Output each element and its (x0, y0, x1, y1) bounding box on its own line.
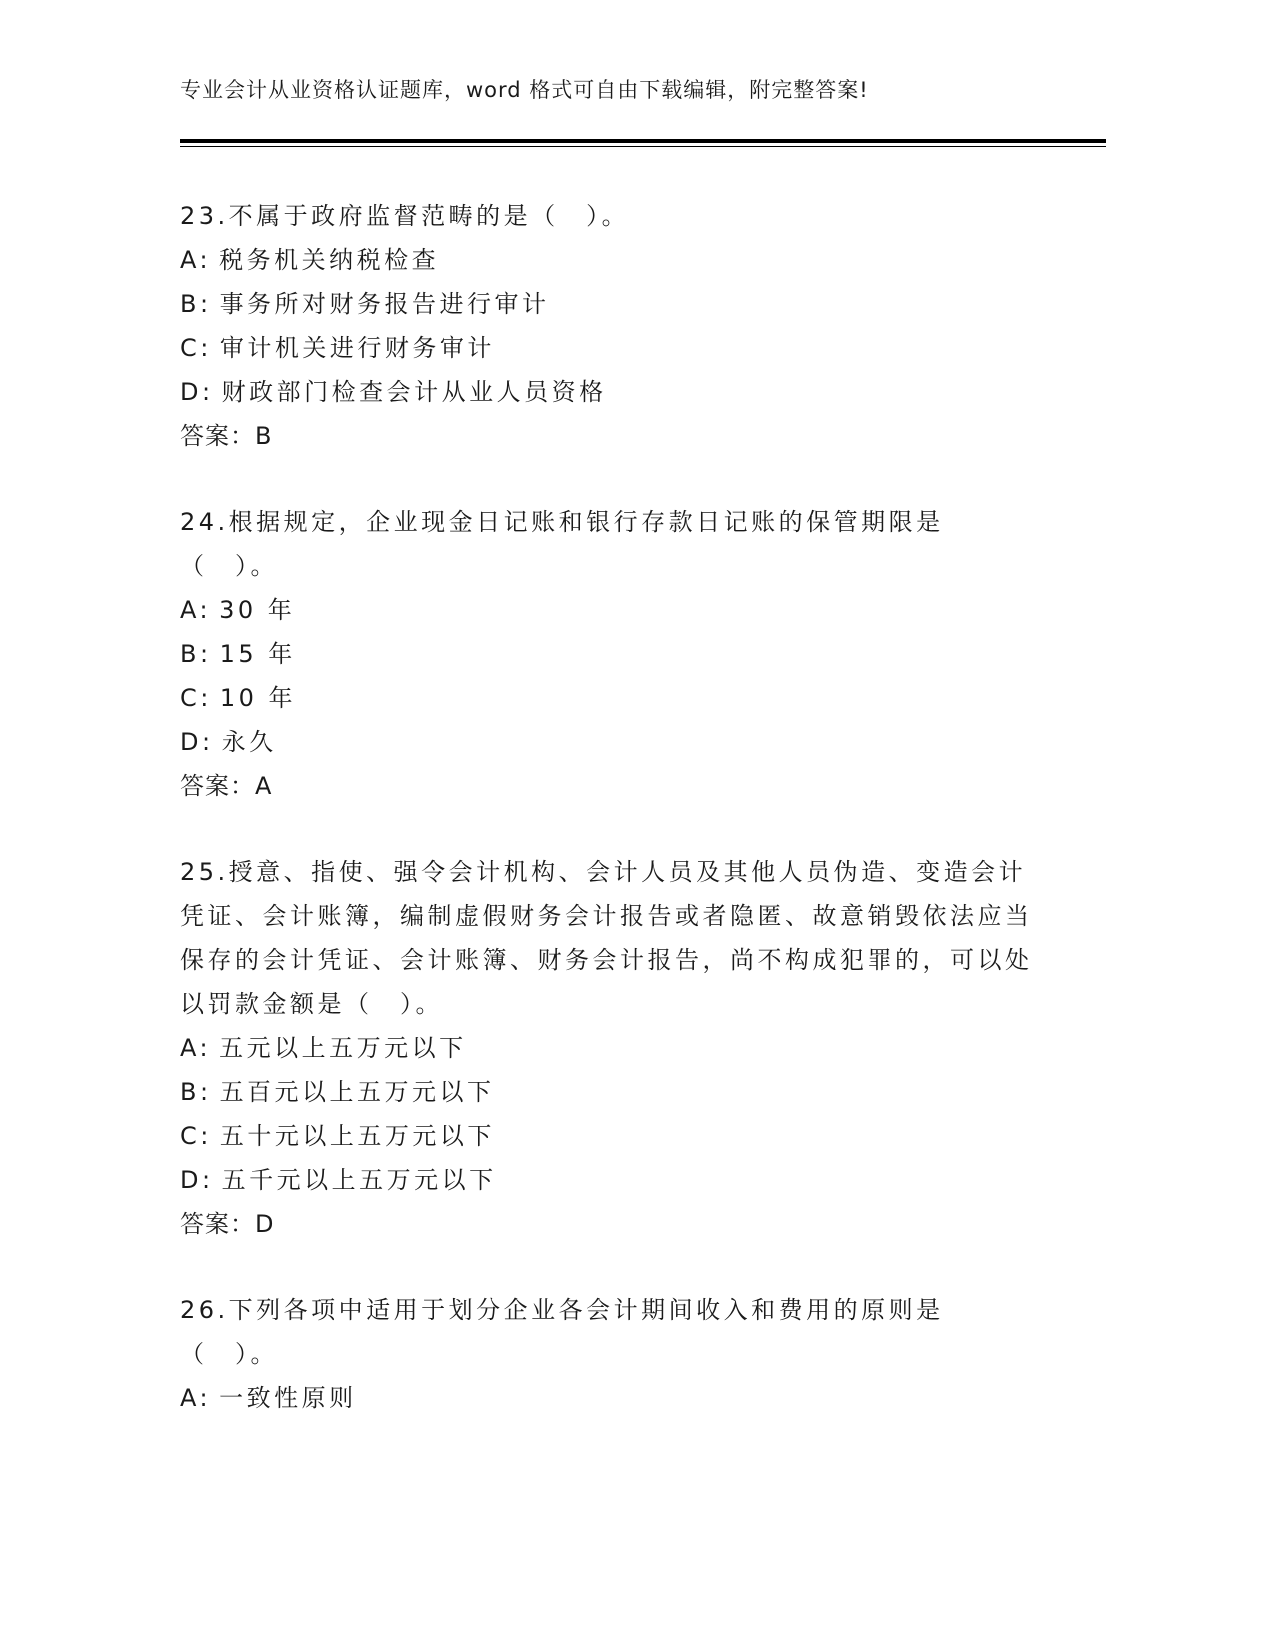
answer-value: D (255, 1210, 275, 1238)
option-c (180, 676, 1040, 720)
page-header: 专业会计从业资格认证题库，word 格式可自由下载编辑，附完整答案! (180, 78, 869, 102)
header-rule-thick (180, 139, 1106, 143)
option-letter: C: (180, 684, 212, 712)
option-b (180, 282, 1040, 326)
option-text: 30 年 (219, 596, 296, 624)
answer-line (180, 1202, 1040, 1246)
option-c (180, 1114, 1040, 1158)
answer-value: A (255, 772, 273, 800)
question-25 (180, 850, 1040, 1246)
option-d (180, 370, 1040, 414)
option-a (180, 238, 1040, 282)
question-list (180, 194, 1040, 1462)
option-a (180, 1376, 1040, 1420)
answer-line (180, 764, 1040, 808)
option-letter: C: (180, 1122, 212, 1150)
question-stem: 26.下列各项中适用于划分企业各会计期间收入和费用的原则是（ ）。 (180, 1296, 944, 1368)
answer-label: 答案： (180, 422, 255, 450)
option-c (180, 326, 1040, 370)
option-text: 事务所对财务报告进行审计 (219, 290, 550, 318)
option-letter: A: (180, 596, 212, 624)
option-b (180, 1070, 1040, 1114)
option-text: 审计机关进行财务审计 (219, 334, 495, 362)
option-d (180, 1158, 1040, 1202)
question-24 (180, 500, 1040, 808)
option-letter: A: (180, 246, 212, 274)
option-a (180, 1026, 1040, 1070)
option-d (180, 720, 1040, 764)
option-b (180, 632, 1040, 676)
option-letter: D: (180, 378, 214, 406)
option-letter: C: (180, 334, 212, 362)
answer-label: 答案： (180, 1210, 255, 1238)
option-text: 财政部门检查会计从业人员资格 (221, 378, 607, 406)
option-text: 五元以上五万元以下 (219, 1034, 467, 1062)
option-text: 税务机关纳税检查 (219, 246, 440, 274)
answer-value: B (255, 422, 273, 450)
answer-line (180, 414, 1040, 458)
option-text: 五百元以上五万元以下 (219, 1078, 495, 1106)
question-23 (180, 194, 1040, 458)
option-text: 五十元以上五万元以下 (219, 1122, 495, 1150)
option-letter: D: (180, 1166, 214, 1194)
option-text: 五千元以上五万元以下 (221, 1166, 497, 1194)
option-text: 一致性原则 (219, 1384, 357, 1412)
option-letter: D: (180, 728, 214, 756)
option-letter: A: (180, 1384, 212, 1412)
question-stem: 25.授意、指使、强令会计机构、会计人员及其他人员伪造、变造会计凭证、会计账簿，编制虚假财务会计报告或者隐匿、故意销毁依法应当保存的会计凭证、会计账簿、财务会计报告，尚不构成犯罪的，可以处以罚款金额是（ ）。 (180, 858, 1033, 1018)
option-letter: B: (180, 290, 212, 318)
question-26 (180, 1288, 1040, 1420)
question-stem: 23.不属于政府监督范畴的是（ ）。 (180, 202, 630, 230)
option-letter: B: (180, 1078, 212, 1106)
question-stem: 24.根据规定，企业现金日记账和银行存款日记账的保管期限是（ ）。 (180, 508, 944, 580)
option-letter: B: (180, 640, 212, 668)
option-text: 15 年 (219, 640, 296, 668)
header-rule-thin (180, 146, 1106, 147)
option-letter: A: (180, 1034, 212, 1062)
answer-label: 答案： (180, 772, 255, 800)
option-a (180, 588, 1040, 632)
option-text: 永久 (221, 728, 277, 756)
option-text: 10 年 (219, 684, 297, 712)
